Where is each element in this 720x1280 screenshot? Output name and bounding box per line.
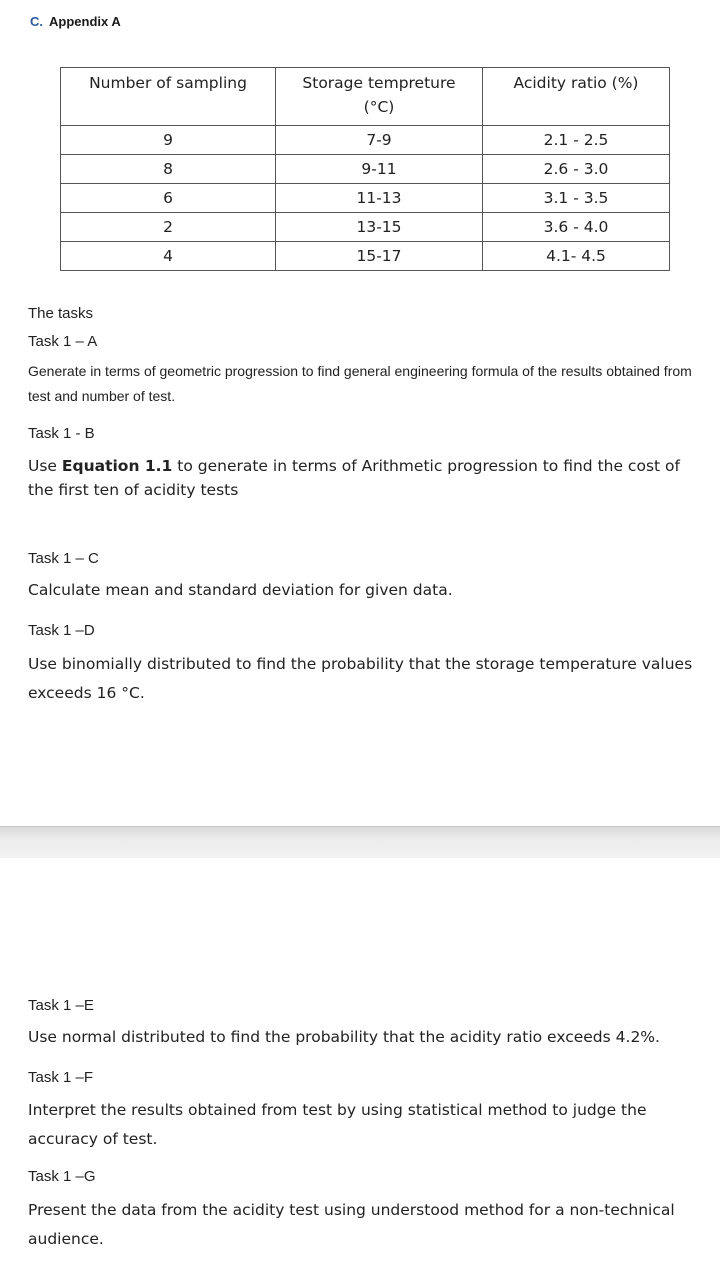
header-number-of-sampling: Number of sampling xyxy=(61,68,276,126)
task-g-text: Present the data from the acidity test using understood method for a non-technical audience. xyxy=(28,1201,675,1248)
task-b-label: Task 1 - B xyxy=(28,425,95,442)
table-cell: 9-11 xyxy=(276,155,483,184)
task-f-label: Task 1 –F xyxy=(28,1069,94,1086)
table-header-row xyxy=(61,68,670,126)
page-separator xyxy=(0,826,720,860)
header-acidity-ratio: Acidity ratio (%) xyxy=(483,68,670,126)
table-row xyxy=(61,126,670,155)
table-cell: 2 xyxy=(61,213,276,242)
table-row xyxy=(61,242,670,271)
table-cell: 11-13 xyxy=(276,184,483,213)
table-cell: 15-17 xyxy=(276,242,483,271)
table-cell: 4.1- 4.5 xyxy=(483,242,670,271)
document-page-2 xyxy=(0,858,720,1280)
table-row xyxy=(61,213,670,242)
appendix-heading xyxy=(30,14,121,29)
header-storage-temperature xyxy=(276,68,483,126)
header-storage-temperature-unit: (°C) xyxy=(363,98,395,116)
table-cell: 13-15 xyxy=(276,213,483,242)
task-e-text: Use normal distributed to find the probability that the acidity ratio exceeds 4.2%. xyxy=(28,1028,660,1046)
table-cell: 4 xyxy=(61,242,276,271)
table-cell: 2.6 - 3.0 xyxy=(483,155,670,184)
task-b-text-after: to generate in terms of Arithmetic progression to find the cost of the first ten of acidity tests xyxy=(28,457,680,499)
task-f-text: Interpret the results obtained from test by using statistical method to judge the accuracy of test. xyxy=(28,1101,647,1148)
task-b-text xyxy=(28,454,700,502)
table-cell: 2.1 - 2.5 xyxy=(483,126,670,155)
task-b-text-before: Use xyxy=(28,457,62,475)
task-d-text: Use binomially distributed to find the probability that the storage temperature values exceeds 16 °C. xyxy=(28,655,693,702)
appendix-title: Appendix A xyxy=(49,14,121,29)
equation-reference: Equation 1.1 xyxy=(61,457,173,475)
table-cell: 9 xyxy=(61,126,276,155)
task-a-label: Task 1 – A xyxy=(28,333,98,350)
task-e-label: Task 1 –E xyxy=(28,997,94,1014)
task-c-label: Task 1 – C xyxy=(28,550,99,567)
task-g-label: Task 1 –G xyxy=(28,1168,96,1185)
table-cell: 8 xyxy=(61,155,276,184)
table-cell: 3.6 - 4.0 xyxy=(483,213,670,242)
task-d-label: Task 1 –D xyxy=(28,622,95,639)
table-row xyxy=(61,155,670,184)
table-row xyxy=(61,184,670,213)
table-cell: 3.1 - 3.5 xyxy=(483,184,670,213)
sampling-table xyxy=(60,67,670,271)
tasks-heading: The tasks xyxy=(28,305,94,322)
task-a-text: Generate in terms of geometric progression to find general engineering formula of the results obtained from test and number of test. xyxy=(28,363,692,404)
header-storage-temperature-label: Storage tempreture xyxy=(302,74,456,92)
task-c-text: Calculate mean and standard deviation for given data. xyxy=(28,581,453,599)
table-cell: 7-9 xyxy=(276,126,483,155)
table-cell: 6 xyxy=(61,184,276,213)
appendix-letter: C. xyxy=(30,14,43,29)
